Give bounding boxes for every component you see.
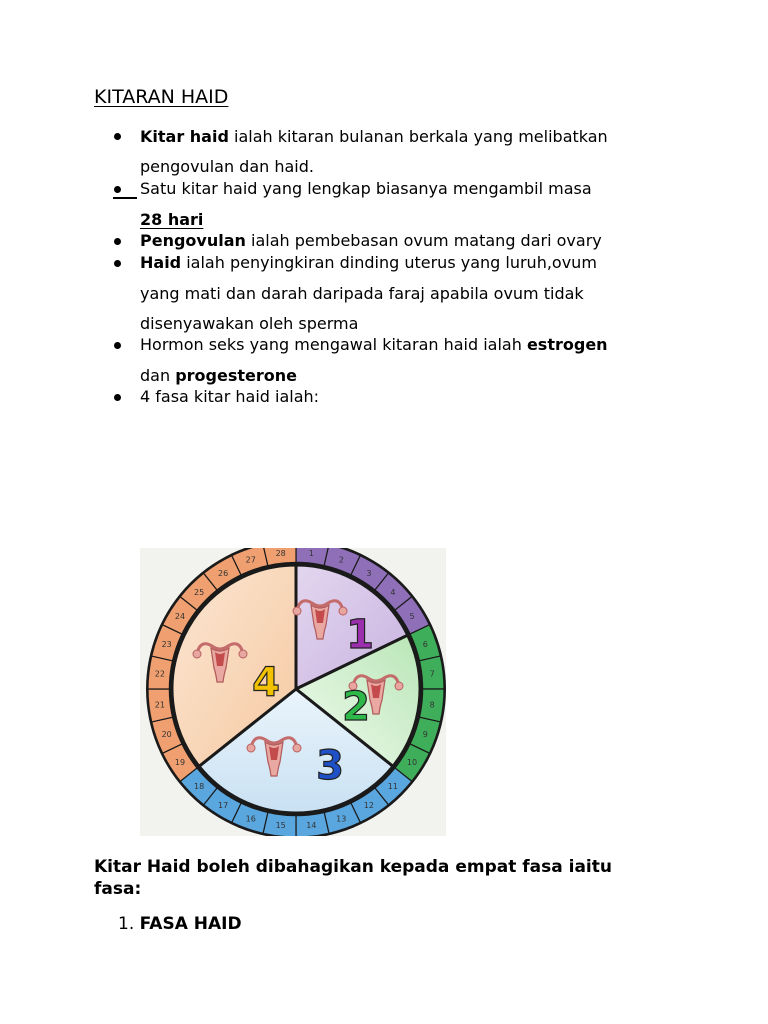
day-label: 26	[218, 568, 229, 578]
numbered-item	[118, 913, 242, 935]
day-label: 16	[245, 814, 256, 824]
bullet-continuation: disenyawakan oleh sperma	[140, 314, 359, 333]
day-label: 19	[174, 757, 186, 767]
bullet-line: Satu kitar haid yang lengkap biasanya mengambil masa	[140, 179, 592, 198]
page-title: KITARAN HAID	[94, 86, 229, 108]
bold-term: estrogen	[526, 335, 608, 354]
day-label: 25	[194, 588, 205, 598]
bullet-line	[140, 335, 608, 355]
day-label: 4	[390, 588, 396, 598]
phase-number-4: 4	[252, 660, 280, 706]
bold-term: Haid	[140, 253, 182, 272]
day-label: 7	[429, 669, 435, 679]
menstrual-cycle-figure	[140, 548, 446, 836]
day-label: 24	[174, 612, 186, 622]
day-label: 12	[363, 801, 374, 811]
day-label: 21	[154, 700, 165, 710]
day-label: 18	[194, 781, 205, 791]
bullet-text: Hormon seks yang mengawal kitaran haid ialah	[140, 335, 527, 354]
bullet-line: 4 fasa kitar haid ialah:	[140, 387, 320, 406]
bullet-dot	[114, 186, 121, 193]
section-heading: Kitar Haid boleh dibahagikan kepada empat fasa iaitu fasa:	[94, 857, 612, 899]
day-label: 3	[366, 568, 372, 578]
day-label: 6	[422, 639, 428, 649]
bullet-underline	[113, 197, 137, 199]
emphasis-28-hari: 28 hari	[140, 210, 204, 229]
bullet-line	[140, 127, 608, 147]
day-label: 27	[245, 555, 256, 565]
bullet-text: ialah pembebasan ovum matang dari ovary	[245, 231, 602, 250]
day-label: 11	[387, 781, 398, 791]
day-label: 17	[218, 801, 229, 811]
day-label: 10	[406, 757, 418, 767]
bullet-line	[140, 253, 597, 273]
bullet-continuation: dan progesterone	[140, 366, 297, 385]
day-label: 9	[422, 730, 428, 740]
bold-term: progesterone	[175, 366, 297, 385]
bold-term: Pengovulan	[140, 231, 246, 250]
bullet-continuation: pengovulan dan haid.	[140, 157, 314, 176]
item-label: FASA HAID	[139, 914, 242, 934]
bullet-continuation: yang mati dan darah daripada faraj apabila ovum tidak	[140, 284, 584, 303]
day-label: 5	[409, 612, 415, 622]
bullet-dot	[114, 238, 121, 245]
bullet-dot	[114, 394, 121, 401]
day-label: 13	[336, 814, 347, 824]
item-number: 1.	[118, 914, 140, 934]
day-label: 2	[338, 555, 344, 565]
day-label: 22	[154, 669, 165, 679]
day-label: 14	[306, 821, 317, 831]
day-label: 23	[161, 639, 172, 649]
phase-number-3: 3	[316, 743, 344, 789]
day-label: 8	[429, 700, 435, 710]
bullet-text: ialah kitaran bulanan berkala yang melibatkan	[228, 127, 608, 146]
bold-term: Kitar haid	[140, 127, 229, 146]
bullet-line	[140, 231, 602, 251]
bullet-dot	[114, 342, 121, 349]
day-label: 15	[275, 821, 286, 831]
day-label: 20	[161, 730, 172, 740]
cycle-wheel	[140, 548, 446, 836]
bullet-dot	[114, 260, 121, 267]
bullet-dot	[114, 133, 121, 140]
phase-number-2: 2	[342, 684, 370, 730]
day-label: 1	[308, 548, 314, 558]
phase-number-1: 1	[346, 612, 374, 658]
day-label: 28	[275, 548, 286, 558]
bullet-text: ialah penyingkiran dinding uterus yang luruh,ovum	[181, 253, 597, 272]
